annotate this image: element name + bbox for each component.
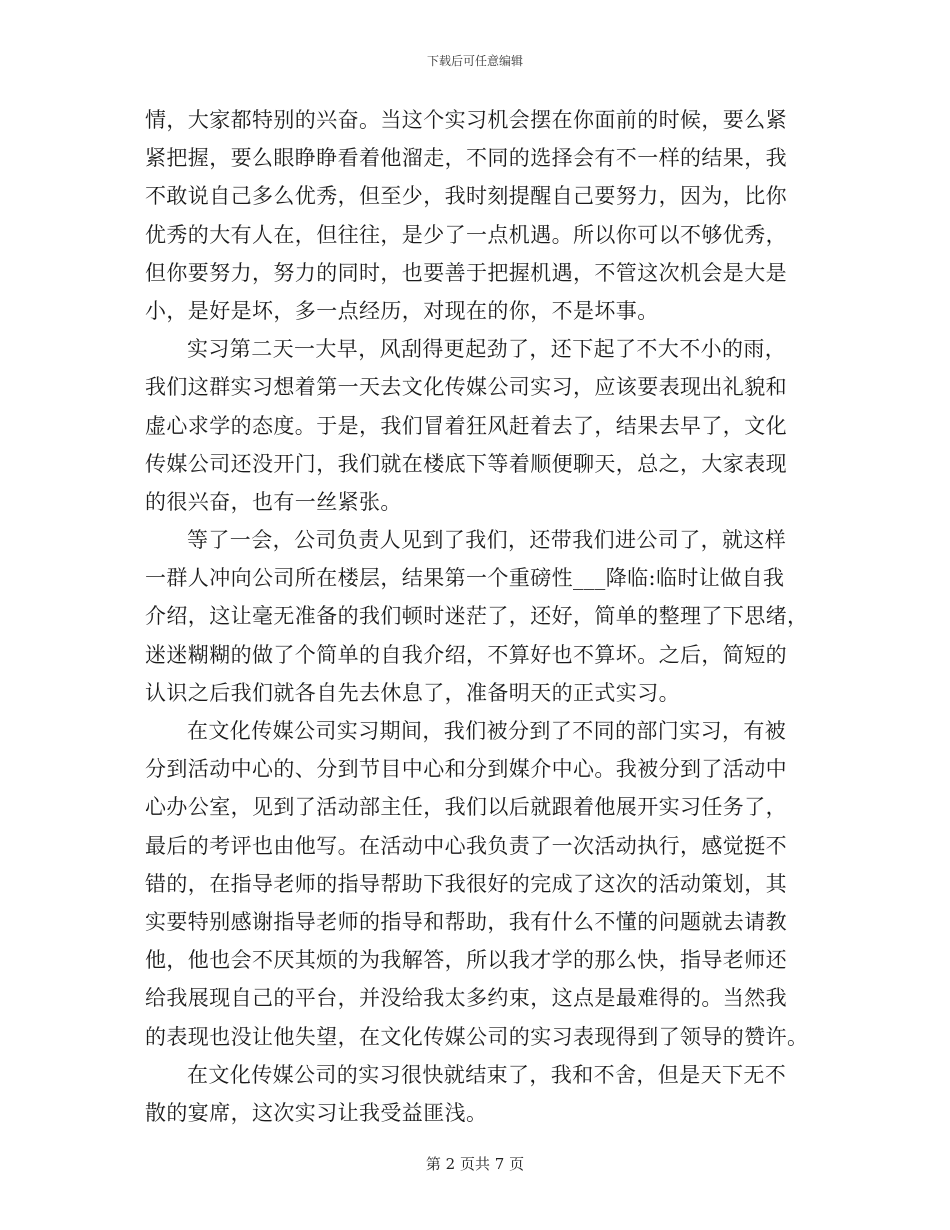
text-line: 不敢说自己多么优秀，但至少，我时刻提醒自己要努力，因为，比你 [145, 184, 787, 209]
text-line: 传媒公司还没开门，我们就在楼底下等着顺便聊天，总之，大家表现 [145, 451, 787, 476]
text-line: 心办公室，见到了活动部主任，我们以后就跟着他展开实习任务了， [145, 795, 787, 820]
text-line: 在文化传媒公司的实习很快就结束了，我和不舍，但是天下无不 [187, 1062, 787, 1087]
text-line: 的表现也没让他失望，在文化传媒公司的实习表现得到了领导的赞许。 [145, 1024, 809, 1049]
paragraph [145, 330, 810, 521]
paragraph [145, 101, 810, 330]
text-line: 给我展现自己的平台，并没给我太多约束，这点是最难得的。当然我 [145, 986, 787, 1011]
text-line: 实习第二天一大早，风刮得更起劲了，还下起了不大不小的雨， [187, 337, 787, 362]
text-line: 我们这群实习想着第一天去文化传媒公司实习，应该要表现出礼貌和 [145, 375, 787, 400]
document-body [145, 101, 810, 1132]
text-line: 紧把握，要么眼睁睁看着他溜走，不同的选择会有不一样的结果，我 [145, 146, 787, 171]
paragraph [145, 712, 810, 1056]
text-line: 在文化传媒公司实习期间，我们被分到了不同的部门实习，有被 [187, 719, 787, 743]
text-line: 错的，在指导老师的指导帮助下我很好的完成了这次的活动策划，其 [145, 871, 787, 896]
page-header: 下载后可任意编辑 [426, 54, 523, 68]
text-line: 小，是好是坏，多一点经历，对现在的你，不是坏事。 [145, 298, 659, 323]
text-line: 的很兴奋，也有一丝紧张。 [145, 489, 402, 514]
text-line: 实要特别感谢指导老师的指导和帮助，我有什么不懂的问题就去请教 [145, 909, 787, 934]
text-line: 散的宴席，这次实习让我受益匪浅。 [145, 1100, 488, 1125]
text-line: 分到活动中心的、分到节目中心和分到媒介中心。我被分到了活动中 [145, 757, 787, 782]
text-line: 等了一会，公司负责人见到了我们，还带我们进公司了，就这样 [187, 528, 787, 553]
text-line: 情，大家都特别的兴奋。当这个实习机会摆在你面前的时候，要么紧 [145, 108, 787, 132]
paragraph [145, 1056, 810, 1132]
text-line: 认识之后我们就各自先去休息了，准备明天的正式实习。 [145, 680, 680, 705]
page-footer: 第 2 页共 7 页 [425, 1155, 525, 1173]
text-line: 但你要努力，努力的同时，也要善于把握机遇，不管这次机会是大是 [145, 260, 787, 285]
text-line: 迷迷糊糊的做了个简单的自我介绍，不算好也不算坏。之后，简短的 [145, 642, 787, 667]
text-line: 最后的考评也由他写。在活动中心我负责了一次活动执行，感觉挺不 [145, 833, 787, 858]
text-line: 一群人冲向公司所在楼层，结果第一个重磅性___降临:临时让做自我 [145, 566, 785, 591]
text-line: 他，他也会不厌其烦的为我解答，所以我才学的那么快，指导老师还 [145, 948, 787, 973]
paragraph [145, 521, 810, 712]
text-line: 虚心求学的态度。于是，我们冒着狂风赶着去了，结果去早了，文化 [145, 413, 787, 438]
text-line: 介绍，这让毫无准备的我们顿时迷茫了，还好，简单的整理了下思绪， [145, 604, 809, 629]
text-line: 优秀的大有人在，但往往，是少了一点机遇。所以你可以不够优秀， [145, 222, 787, 247]
